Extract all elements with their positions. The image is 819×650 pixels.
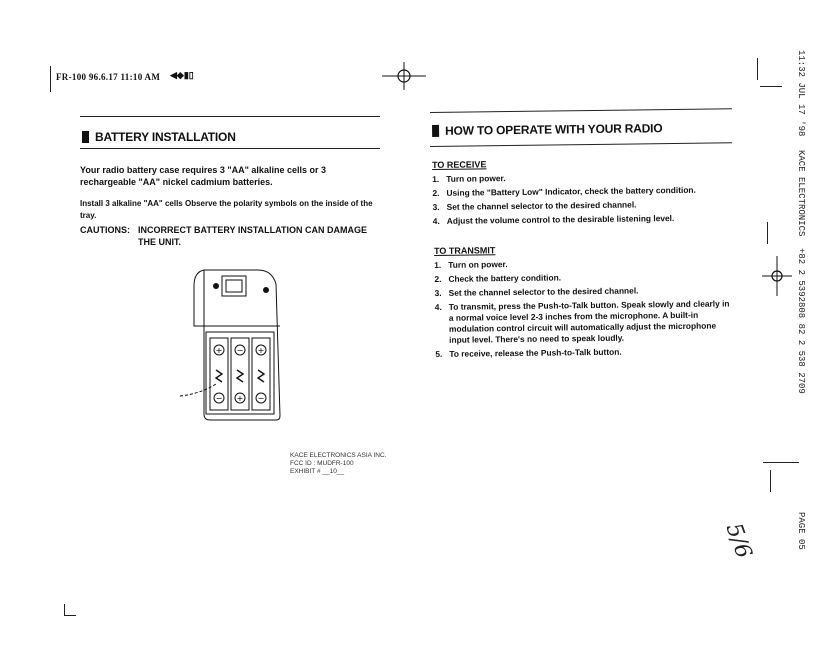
step-text: Check the battery condition. (448, 272, 562, 284)
step-item (435, 298, 736, 346)
step-text: To receive, release the Push-to-Talk button. (449, 346, 622, 359)
registration-mark-right (762, 256, 792, 296)
fcc-exhibit: EXHIBIT # __10__ (290, 468, 345, 475)
step-text: To transmit, press the Push-to-Talk button. Speak slowly and clearly in a normal voice level 2-3 inches from the microphone. A built-in modulation control circuit will automatically adjust the microphone input level. There's no need to speak loudly. (448, 298, 730, 345)
registration-mark-top (382, 62, 426, 90)
transmit-block (434, 242, 735, 363)
fax-header-marks: ◀◆▮▯ (170, 70, 194, 80)
step-number: 5. (435, 348, 443, 359)
right-column-title-rule (430, 142, 732, 147)
step-item (435, 284, 735, 299)
step-item (434, 270, 734, 285)
fcc-id: FCC ID : MUDFR-100 (290, 460, 354, 467)
svg-text:−: − (236, 346, 244, 355)
step-item (433, 198, 733, 213)
step-text: Set the channel selector to the desired channel. (448, 285, 639, 298)
fcc-company: KACE ELECTRONICS ASIA INC. (290, 452, 387, 459)
step-number: 2. (432, 187, 440, 198)
receive-block (432, 156, 733, 230)
right-margin-mark-5 (770, 470, 771, 492)
left-margin-mark (50, 66, 51, 92)
step-text: Turn on power. (446, 173, 506, 184)
step-number: 4. (434, 301, 442, 312)
step-item (435, 345, 735, 360)
battery-section-title (82, 130, 236, 144)
receive-title: TO RECEIVE (432, 159, 487, 170)
step-item (432, 170, 732, 185)
caution-text: INCORRECT BATTERY INSTALLATION CAN DAMAGE THE UNIT. (138, 225, 367, 247)
fax-side-page: PAGE 05 (796, 512, 806, 550)
step-number: 2. (434, 273, 442, 284)
operate-title-text: HOW TO OPERATE WITH YOUR RADIO (444, 121, 663, 138)
section-bullet-icon (82, 131, 89, 143)
step-number: 1. (434, 259, 442, 270)
step-item (434, 256, 734, 271)
svg-text:−: − (257, 394, 265, 403)
right-margin-mark-3 (767, 222, 768, 244)
right-column-top-rule (430, 108, 732, 113)
svg-text:−: − (215, 394, 223, 403)
battery-caution (80, 224, 380, 248)
corner-mark-h (64, 615, 76, 616)
transmit-title: TO TRANSMIT (434, 245, 496, 256)
step-text: Adjust the volume control to the desirable listening level. (446, 213, 675, 226)
handwritten-page-note: 5/6 (720, 520, 757, 562)
fcc-label (290, 452, 386, 476)
right-margin-mark-2 (760, 86, 782, 87)
caution-label: CAUTIONS: (80, 225, 130, 235)
step-text: Turn on power. (448, 259, 508, 270)
fax-side-time: 11:32 JUL 17 '98 (796, 50, 806, 137)
right-margin-mark-4 (763, 462, 799, 463)
step-number: 3. (432, 201, 440, 212)
fax-header: FR-100 96.6.17 11:10 AM (56, 72, 161, 82)
svg-text:+: + (215, 346, 223, 355)
battery-title-text: BATTERY INSTALLATION (95, 130, 236, 144)
battery-paragraph-2: Install 3 alkaline "AA" cells Observe the polarity symbols on the inside of the tray. (80, 199, 373, 220)
battery-paragraph-1: Your radio battery case requires 3 "AA" alkaline cells or 3 rechargeable "AA" nickel cadmium batteries. (80, 165, 326, 187)
step-item (433, 212, 733, 227)
section-bullet-icon (432, 125, 439, 137)
battery-case-illustration (180, 266, 290, 422)
fax-side-sender: KACE ELECTRONICS (796, 150, 806, 237)
right-margin-mark-1 (757, 58, 758, 80)
left-column-top-rule (80, 116, 380, 117)
step-text: Set the channel selector to the desired channel. (446, 199, 637, 212)
step-number: 1. (432, 173, 440, 184)
step-number: 4. (432, 215, 440, 226)
receive-steps (432, 170, 733, 227)
svg-text:+: + (236, 394, 244, 403)
svg-text:+: + (257, 346, 265, 355)
operate-section-title (432, 121, 662, 138)
left-column-title-rule (80, 148, 380, 149)
step-item (432, 184, 732, 199)
fax-side-phone: +82 2 5392808 82 2 538 2709 (796, 248, 806, 394)
step-text: Using the "Battery Low" Indicator, check the battery condition. (446, 184, 696, 198)
step-number: 3. (434, 287, 442, 298)
transmit-steps (434, 256, 735, 360)
